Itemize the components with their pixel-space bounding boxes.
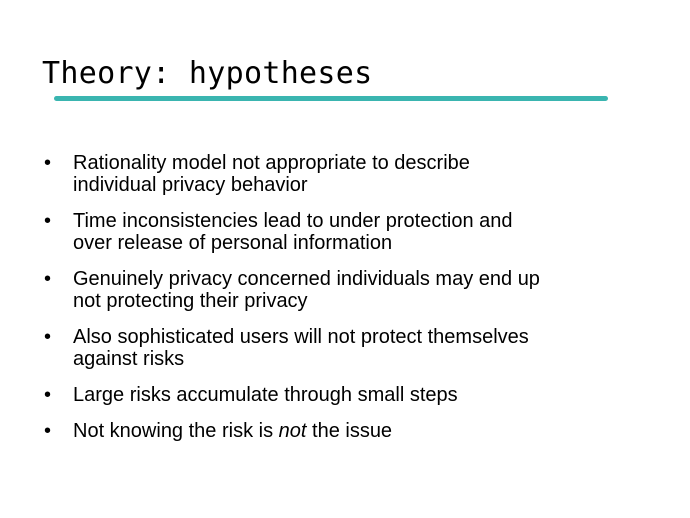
bullet-text-emphasis: not bbox=[278, 420, 307, 442]
bullet-item bbox=[44, 152, 664, 196]
bullet-text-after: the issue bbox=[306, 420, 393, 442]
bullet-text-line: over release of personal information bbox=[73, 232, 393, 254]
bullet-dot-icon: • bbox=[44, 384, 52, 406]
bullet-text-line: individual privacy behavior bbox=[73, 174, 308, 196]
bullet-item bbox=[44, 326, 664, 370]
bullet-dot-icon: • bbox=[44, 152, 52, 174]
bullet-text-line: Time inconsistencies lead to under protection and bbox=[73, 210, 513, 232]
bullet-text-before: Not knowing the risk is bbox=[73, 420, 279, 442]
bullet-text-line: Large risks accumulate through small steps bbox=[73, 384, 458, 406]
bullet-item bbox=[44, 268, 664, 312]
slide-title: Theory: hypotheses bbox=[42, 56, 373, 91]
bullet-text-line: Genuinely privacy concerned individuals may end up bbox=[73, 268, 540, 290]
bullet-text-line: Rationality model not appropriate to describe bbox=[73, 152, 470, 174]
title-underline bbox=[54, 96, 608, 101]
bullet-item bbox=[44, 384, 664, 406]
bullet-text-line: against risks bbox=[73, 348, 185, 370]
bullet-item bbox=[44, 210, 664, 254]
bullet-text-line: Also sophisticated users will not protect themselves bbox=[73, 326, 529, 348]
bullet-item bbox=[44, 420, 664, 442]
bullet-list bbox=[44, 152, 664, 442]
bullet-dot-icon: • bbox=[44, 420, 52, 442]
bullet-dot-icon: • bbox=[44, 326, 52, 348]
bullet-text-line: not protecting their privacy bbox=[73, 290, 308, 312]
bullet-dot-icon: • bbox=[44, 268, 52, 290]
bullet-dot-icon: • bbox=[44, 210, 52, 232]
